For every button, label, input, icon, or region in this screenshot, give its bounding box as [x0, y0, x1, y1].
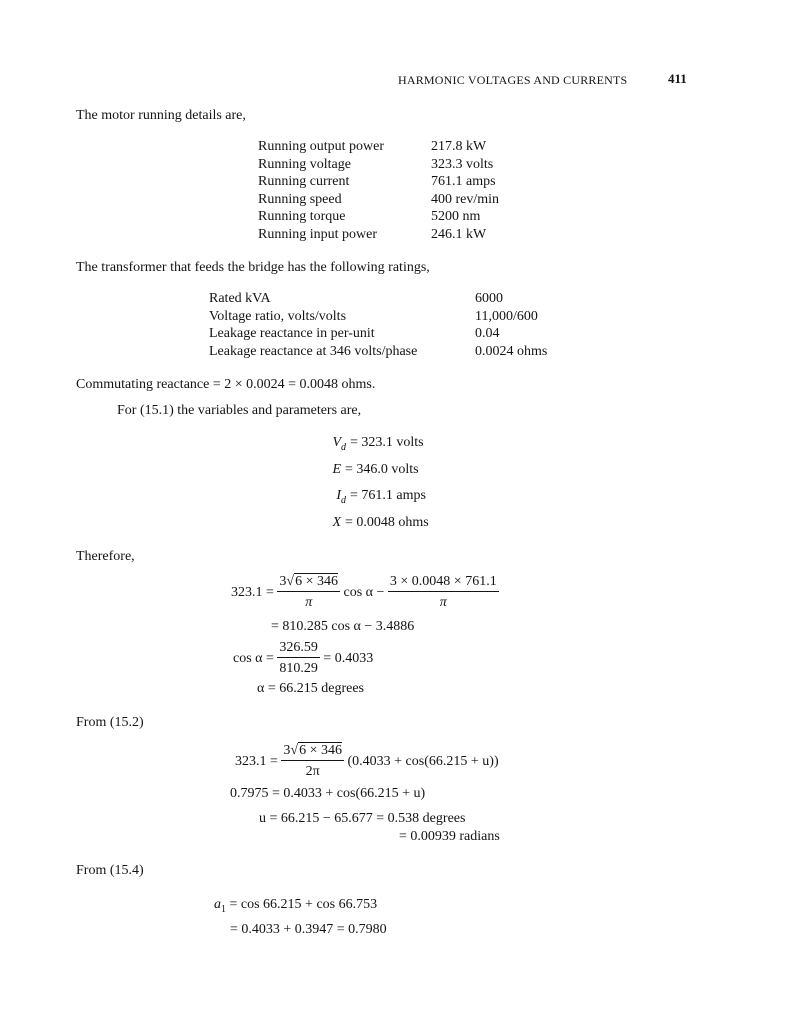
variable-value: = 0.0048 ohms	[345, 514, 429, 530]
equation-cos-alpha-main	[231, 573, 499, 613]
equation-15-2: 323.1 = $\frac{3√6 \times 346}{2\pi}$ (0.4033 + cos(66.215 + u))	[235, 743, 499, 780]
table-row-value: 323.3 volts	[431, 156, 494, 172]
table-row-value: 246.1 kW	[431, 227, 487, 242]
from-15-4-label: From (15.4)	[76, 863, 144, 878]
variables-intro: For (15.1) the variables and parameters are,	[117, 403, 362, 418]
equation-a1: $a_1 = \cos 66.215 + \cos 66.753$	[214, 897, 378, 915]
table-row-label: Running speed	[258, 191, 342, 207]
variable-subscript: d	[341, 441, 346, 453]
table-row-label: Running input power	[258, 227, 377, 242]
variable-row	[300, 435, 470, 456]
table-row-label: Running current	[258, 174, 350, 190]
table-row-label: Running torque	[258, 209, 346, 225]
table-row-value: 761.1 amps	[431, 174, 496, 190]
variable-value: = 323.1 volts	[350, 435, 424, 450]
variable-symbol: V	[332, 435, 341, 450]
variable-symbol: X	[332, 514, 341, 530]
table-row-value: 0.04	[475, 326, 500, 342]
therefore-label: Therefore,	[76, 549, 135, 564]
motor-intro: The motor running details are,	[76, 108, 246, 123]
variable-symbol: I	[336, 488, 341, 503]
table-row-label: Running voltage	[258, 156, 351, 172]
fraction-2: $\frac{3 \times 0.0048 \times 761.1}{\pi}$	[389, 574, 497, 611]
equation-u-degrees: u = 66.215 − 65.677 = 0.538 degrees	[259, 811, 466, 826]
equation-u-radians: = 0.00939 radians	[399, 829, 500, 844]
table-row-label: Running output power	[258, 139, 384, 154]
table-row-label: Rated kVA	[209, 291, 271, 306]
fraction-1: $\frac{3√6 \times 346}{\pi}$	[279, 574, 338, 611]
table-row-value: 0.0024 ohms	[475, 343, 548, 359]
eq-middle: cos α −	[343, 585, 385, 600]
equation-simplified: = 810.285 cos α − 3.4886	[271, 619, 415, 634]
variable-row	[300, 515, 470, 531]
table-row-label: Voltage ratio, volts/volts	[209, 308, 347, 324]
transformer-intro: The transformer that feeds the bridge has the following ratings,	[76, 260, 430, 275]
table-row-label: Leakage reactance at 346 volts/phase	[209, 343, 418, 359]
from-15-2-label: From (15.2)	[76, 715, 144, 730]
variable-subscript: d	[341, 494, 346, 506]
fraction-3: $\frac{326.59}{810.29}$	[279, 640, 318, 677]
equation-cos-alpha-value: cos α = $\frac{326.59}{810.29}$ = 0.4033	[233, 640, 374, 677]
page-number: 411	[668, 71, 687, 86]
equation-alpha: α = 66.215 degrees	[257, 681, 364, 696]
running-title: HARMONIC VOLTAGES AND CURRENTS	[398, 73, 628, 87]
commutating-reactance-text: Commutating reactance = 2 × 0.0024 = 0.0048 ohms.	[76, 377, 376, 392]
variable-value: = 346.0 volts	[345, 461, 419, 477]
fraction-4: $\frac{3√6 \times 346}{2\pi}$	[283, 743, 342, 780]
variable-row	[300, 462, 470, 478]
variable-value: = 761.1 amps	[350, 488, 426, 503]
table-row-label: Leakage reactance in per-unit	[209, 326, 375, 342]
table-row-value: 5200 nm	[431, 209, 481, 225]
table-row-value: 400 rev/min	[431, 191, 500, 207]
eq-lhs: 323.1 =	[231, 585, 274, 600]
variable-symbol: E	[332, 461, 341, 477]
table-row-value: 217.8 kW	[431, 139, 487, 154]
table-row-value: 6000	[475, 291, 503, 306]
equation-0-7975: 0.7975 = 0.4033 + cos(66.215 + u)	[230, 786, 426, 801]
equation-a1-value: = 0.4033 + 0.3947 = 0.7980	[230, 922, 387, 937]
table-row-value: 11,000/600	[475, 308, 538, 324]
variable-row	[300, 488, 470, 509]
